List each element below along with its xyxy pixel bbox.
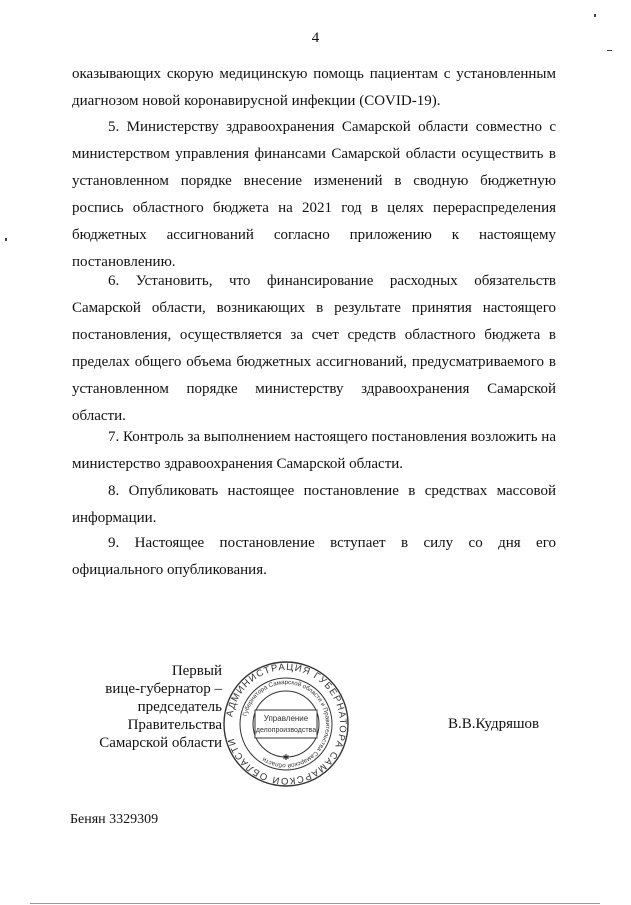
seal-star-icon: ✱	[282, 753, 290, 762]
signatory-title-line: председатель Правительства	[127, 699, 222, 733]
paragraph-9: 9. Настоящее постановление вступает в силу со дня его официального опубликования.	[72, 535, 556, 578]
scan-speck	[607, 50, 612, 51]
paragraph-7: 7. Контроль за выполнением настоящего постановления возложить на министерство здравоохранения Самарской области.	[72, 429, 556, 472]
scan-speck	[5, 238, 7, 241]
page-number: 4	[311, 30, 320, 46]
paragraph-continuation: оказывающих скорую медицинскую помощь пациентам с установленным диагнозом новой коронавирусной инфекции (COVID-19).	[72, 66, 556, 109]
seal-inner-text: Губернатора Самарской области и Правительства Самарской области	[241, 678, 332, 770]
signatory-title-line: вице-губернатор –	[105, 681, 222, 697]
signatory-title-line: Самарской области	[99, 735, 222, 751]
paragraph-6: 6. Установить, что финансирование расходных обязательств Самарской области, возникающих в результате принятия настоящего постановления, осуществляется за счет средств областного бюджета в пределах общего объема бюджетных ассигнований, предусматриваемого в установленном порядке министерству здравоохранения Самарской области.	[72, 273, 556, 424]
official-seal	[222, 660, 350, 788]
seal-center-line1: Управление	[263, 714, 309, 723]
executor-note: Бенян 3329309	[70, 812, 159, 827]
scan-edge-line	[30, 903, 600, 904]
signatory-title-line: Первый	[171, 663, 222, 679]
paragraph-8: 8. Опубликовать настоящее постановление в средствах массовой информации.	[72, 483, 556, 526]
seal-center-line2: делопроизводства	[255, 727, 317, 734]
scan-speck	[594, 14, 596, 17]
signatory-name: В.В.Кудряшов	[448, 716, 540, 732]
seal-outer-text: АДМИНИСТРАЦИЯ ГУБЕРНАТОРА САМАРСКОЙ ОБЛАСТИ	[224, 661, 349, 787]
seal-graphic	[222, 660, 350, 788]
paragraph-5: 5. Министерству здравоохранения Самарской области совместно с министерством управления финансами Самарской области осуществить в установленном порядке внесение изменений в сводную бюджетную роспись областного бюджета на 2021 год в целях перераспределения бюджетных ассигнований согласно приложению к настоящему постановлению.	[72, 119, 556, 270]
signatory-title	[70, 662, 222, 752]
